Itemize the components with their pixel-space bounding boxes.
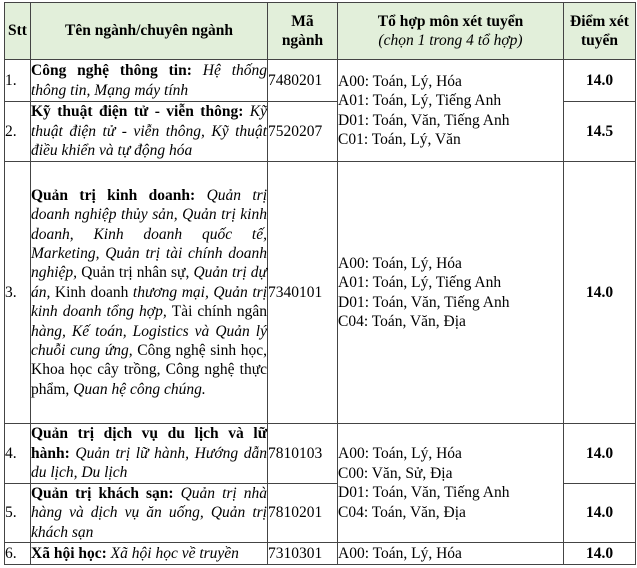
combo-group-4 xyxy=(338,543,564,565)
row-major: Quản trị khách sạn: Quản trị nhà hàng và dịch vụ ăn uống, Quản trị khách sạn xyxy=(31,485,268,541)
header-row xyxy=(5,3,636,60)
combo-group-1 xyxy=(338,60,564,162)
row-major: Quản trị kinh doanh: Quản trị doanh nghiệp thủy sản, Quản trị kinh doanh, Kinh doanh quốc tế, Marketing, Quản trị tài chính doanh nghiệp, Quản trị nhân sự, Quản trị dự án, Kinh doanh thương mại, Quản trị kinh doanh tổng hợp, Tài chính ngân hàng, Kế toán, Logistics và Quản lý chuỗi cung ứng, Công nghệ sinh học, Khoa học cây trồng, Công nghệ thực phẩm, Quan hệ công chúng. xyxy=(31,162,268,424)
header-name: Tên ngành/chuyên ngành xyxy=(31,3,268,60)
row-code: 7480201 xyxy=(268,60,338,102)
header-stt: Stt xyxy=(5,3,31,60)
combo-group-3 xyxy=(338,424,564,543)
row-score: 14.0 xyxy=(564,60,636,102)
row-major: Xã hội học: Xã hội học về truyền xyxy=(31,543,268,565)
table-row xyxy=(5,543,636,565)
header-combos: Tổ hợp môn xét tuyển (chọn 1 trong 4 tổ hợp) xyxy=(338,3,564,60)
admission-table xyxy=(4,2,636,565)
combo-item: A01: Toán, Lý, Tiếng Anh xyxy=(338,92,502,110)
table-row xyxy=(5,424,636,484)
row-code: 7340101 xyxy=(268,162,338,424)
combo-group-2 xyxy=(338,162,564,424)
table-row xyxy=(5,162,636,424)
row-score: 14.0 xyxy=(564,484,636,543)
row-score: 14.0 xyxy=(564,543,636,565)
row-score: 14.0 xyxy=(564,162,636,424)
combo-item: A01: Toán, Lý, Tiếng Anh xyxy=(338,274,502,292)
row-major: Công nghệ thông tin: Hệ thống thông tin, Mạng máy tính xyxy=(31,60,268,102)
table-row xyxy=(5,60,636,102)
row-code: 7520207 xyxy=(268,102,338,162)
row-stt: 3. xyxy=(5,162,31,424)
combo-item: A00: Toán, Lý, Hóa xyxy=(338,254,462,272)
header-code: Mã ngành xyxy=(268,3,338,60)
combo-item: C00: Văn, Sử, Địa xyxy=(338,464,453,482)
combo-item: A00: Toán, Lý, Hóa xyxy=(338,72,462,90)
header-score: Điểm xét tuyển xyxy=(564,3,636,60)
row-score: 14.0 xyxy=(564,424,636,484)
combo-item: C04: Toán, Văn, Địa xyxy=(338,503,466,521)
combo-item: D01: Toán, Văn, Tiếng Anh xyxy=(338,293,510,311)
row-code: 7810201 xyxy=(268,484,338,543)
combo-item: A00: Toán, Lý, Hóa xyxy=(338,545,462,563)
combo-item: D01: Toán, Văn, Tiếng Anh xyxy=(338,111,510,129)
row-code: 7310301 xyxy=(268,543,338,565)
row-major: Quản trị dịch vụ du lịch và lữ hành: Quản trị lữ hành, Hướng dẫn du lịch, Du lịch xyxy=(31,424,268,484)
combo-item: C01: Toán, Lý, Văn xyxy=(338,130,461,148)
row-stt: 4. xyxy=(5,424,31,484)
combo-item: A00: Toán, Lý, Hóa xyxy=(338,445,462,463)
combo-item: D01: Toán, Văn, Tiếng Anh xyxy=(338,484,510,502)
combo-item: C04: Toán, Văn, Địa xyxy=(338,312,466,330)
row-stt: 2. xyxy=(5,102,31,162)
row-major: Kỹ thuật điện tử - viễn thông: Kỹ thuật điện tử - viễn thông, Kỹ thuật điều khiển và tự động hóa xyxy=(31,102,268,162)
row-score: 14.5 xyxy=(564,102,636,162)
row-stt: 1. xyxy=(5,60,31,102)
row-stt: 5. xyxy=(5,484,31,543)
row-stt: 6. xyxy=(5,543,31,565)
row-code: 7810103 xyxy=(268,424,338,484)
